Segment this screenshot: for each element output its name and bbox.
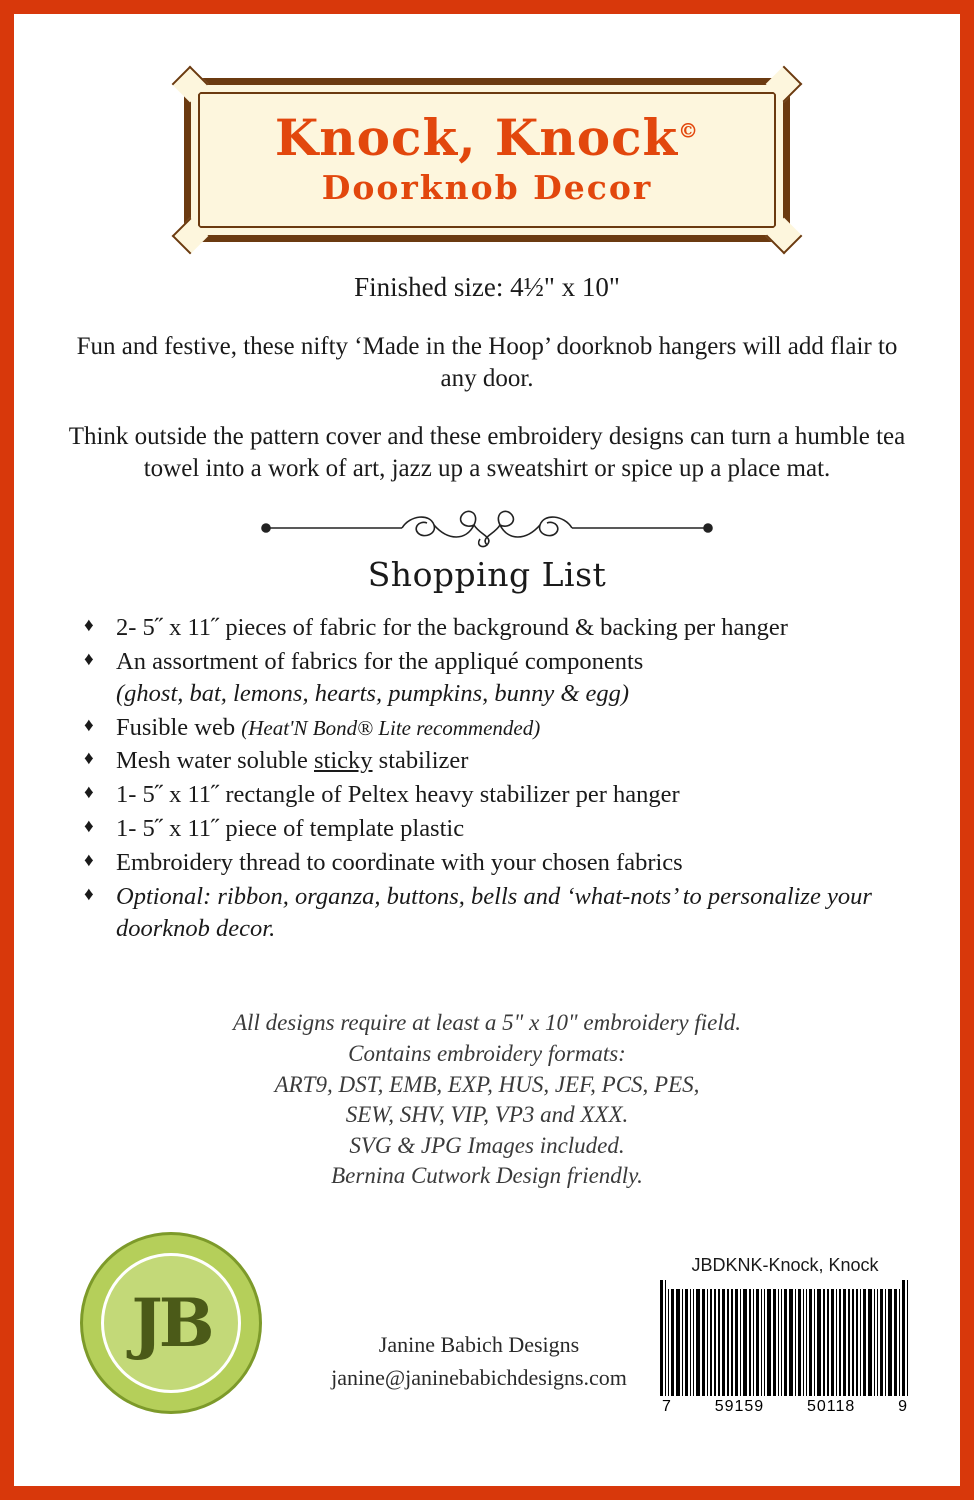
plaque-corner-notch-top-left xyxy=(172,66,209,103)
bullet-icon: ♦ xyxy=(84,816,94,838)
page-footer xyxy=(14,1242,960,1472)
list-item-text: 1- 5˝ x 11˝ rectangle of Peltex heavy stabilizer per hanger xyxy=(116,781,680,809)
brand-logo xyxy=(80,1232,262,1414)
barcode-block xyxy=(660,1255,910,1416)
list-item-text: 1- 5˝ x 11˝ piece of template plastic xyxy=(116,815,465,843)
embroidery-formats-block xyxy=(58,1008,916,1191)
list-item xyxy=(76,612,916,644)
formats-line: SVG & JPG Images included. xyxy=(349,1132,625,1158)
list-item xyxy=(76,712,916,744)
flourish-icon xyxy=(252,507,722,549)
intro-paragraph-1: Fun and festive, these nifty ‘Made in the Hoop’ doorknob hangers will add flair to any door. xyxy=(76,333,898,392)
plaque-corner-notch-bottom-right xyxy=(766,218,803,255)
list-item-text: An assortment of fabrics for the appliqué components xyxy=(116,647,644,675)
list-item xyxy=(76,779,916,811)
page-content xyxy=(14,14,960,1486)
list-item-text: 2- 5˝ x 11˝ pieces of fabric for the background & backing per hanger xyxy=(116,614,788,641)
barcode-label: JBDKNK-Knock, Knock xyxy=(691,1255,879,1275)
barcode-right-digit: 9 xyxy=(898,1398,908,1415)
list-item xyxy=(76,745,916,777)
bullet-icon: ♦ xyxy=(84,748,94,770)
barcode-group-2: 50118 xyxy=(806,1398,856,1415)
barcode-digits xyxy=(660,1398,910,1416)
title-plaque xyxy=(184,78,790,242)
logo-outer-ring xyxy=(80,1232,262,1414)
logo-monogram: JB xyxy=(101,1253,241,1393)
list-item-note: (Heat'N Bond® Lite recommended) xyxy=(241,715,541,740)
plaque-corner-notch-top-right xyxy=(766,66,803,103)
bullet-icon: ♦ xyxy=(84,849,94,871)
list-item-text: Optional: ribbon, organza, buttons, bells and ‘what-nots’ to personalize your doorknob decor. xyxy=(116,882,872,942)
barcode-image xyxy=(660,1280,910,1396)
bullet-icon: ♦ xyxy=(84,648,94,670)
list-item xyxy=(76,813,916,845)
barcode-group-1: 59159 xyxy=(714,1398,765,1415)
list-item-text: Mesh water soluble sticky stabilizer xyxy=(116,747,469,775)
bullet-icon: ♦ xyxy=(84,782,94,804)
list-item-text: Embroidery thread to coordinate with your chosen fabrics xyxy=(116,848,683,876)
formats-line: Contains embroidery formats: xyxy=(348,1041,626,1067)
bullet-icon: ♦ xyxy=(84,883,94,905)
list-item-text: Fusible web xyxy=(116,713,242,741)
formats-line: All designs require at least a 5" x 10" embroidery field. xyxy=(233,1010,741,1036)
list-item xyxy=(76,646,916,710)
barcode-left-digit: 7 xyxy=(662,1398,672,1415)
list-item xyxy=(76,847,916,879)
intro-paragraph-2: Think outside the pattern cover and these embroidery designs can turn a humble tea towel into a work of art, jazz up a sweatshirt or spice up a place mat. xyxy=(68,423,906,482)
copyright-symbol: © xyxy=(678,118,700,143)
shopping-list-heading: Shopping List xyxy=(367,555,607,594)
formats-line: Bernina Cutwork Design friendly. xyxy=(331,1163,643,1189)
company-name: Janine Babich Designs xyxy=(378,1332,580,1357)
ornamental-divider xyxy=(58,507,916,549)
page-subtitle: Doorknob Decor xyxy=(321,168,653,207)
title-plaque-wrapper xyxy=(58,78,916,242)
list-item-subtext: (ghost, bat, lemons, hearts, pumpkins, bunny & egg) xyxy=(116,679,630,707)
shopping-list xyxy=(76,612,916,944)
company-email: janine@janinebabichdesigns.com xyxy=(331,1365,627,1390)
plaque-corner-notch-bottom-left xyxy=(172,218,209,255)
title-main-text: Knock, Knock xyxy=(274,108,679,167)
bullet-icon: ♦ xyxy=(84,714,94,736)
list-item xyxy=(76,881,916,945)
bullet-icon: ♦ xyxy=(84,615,94,636)
formats-line: SEW, SHV, VIP, VP3 and XXX. xyxy=(345,1102,629,1128)
company-credits xyxy=(269,1328,689,1394)
list-item-emphasis: sticky xyxy=(314,747,373,775)
page-title xyxy=(191,108,783,167)
formats-line: ART9, DST, EMB, EXP, HUS, JEF, PCS, PES, xyxy=(274,1071,700,1097)
finished-size-text: Finished size: 4½" x 10" xyxy=(354,272,620,302)
